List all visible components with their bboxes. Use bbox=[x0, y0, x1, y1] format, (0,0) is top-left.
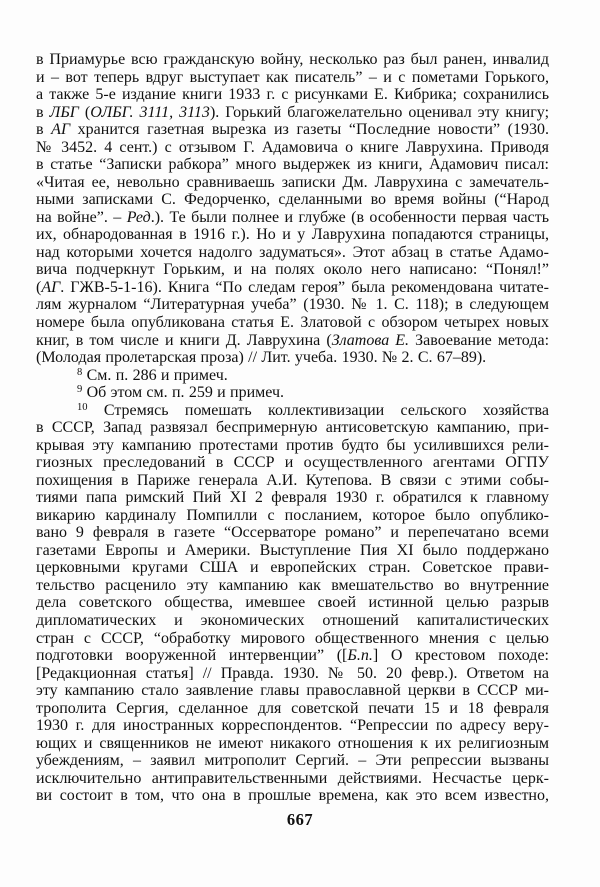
text-line: лям журналом “Литературная учеба” (1930. № 1. С. 118); в следующем bbox=[36, 296, 549, 314]
text-block bbox=[36, 51, 549, 805]
text-line: «Читая ее, невольно сравниваешь записки Дм. Лаврухина с замечатель- bbox=[36, 173, 549, 191]
text-line: газетами Европы и Америки. Выступление Пия XI было поддержано bbox=[36, 541, 549, 559]
text-line: ющих и священников не имеют никакого отношения к их религиозным bbox=[36, 734, 549, 752]
text-line: в статье “Записки рабкора” много выдержек из книги, Адамович писал: bbox=[36, 156, 549, 174]
text-line: трополита Сергия, сделанное для советской печати 15 и 18 февраля bbox=[36, 699, 549, 717]
text-line: номере была опубликована статья Е. Златовой с обзором четырех новых bbox=[36, 313, 549, 331]
text-line: тиями папа римский Пий XI 2 февраля 1930 г. обратился к главному bbox=[36, 489, 549, 507]
page-number: 667 bbox=[286, 810, 314, 829]
text-line: похищения в Париже генерала А.И. Кутепова. В связи с этими собы- bbox=[36, 471, 549, 489]
text-line: исключительно антиправительственными действиями. Несчастье церк- bbox=[36, 769, 549, 787]
paragraph-footnote-8 bbox=[36, 367, 549, 385]
text-line: книг, в том числе и книги Д. Лаврухина (Златова Е. Завоевание метода: bbox=[36, 331, 550, 349]
text-line: стран с СССР, “обработку мирового общественного мнения с целью bbox=[36, 629, 549, 647]
paragraph-footnote-continuation bbox=[36, 51, 549, 367]
text-line: в СССР, Запад развязал беспримерную антисоветскую кампанию, при- bbox=[36, 419, 549, 437]
text-line: в АГ хранится газетная вырезка из газеты “Последние новости” (1930. bbox=[36, 121, 550, 139]
text-line: вича подчеркнут Горьким, и на полях около него написано: “Понял!” bbox=[36, 261, 549, 279]
text-line: их, обнародованная в 1916 г.). Но и у Лаврухина попадаются страницы, bbox=[36, 226, 549, 244]
text-line: викарию кардиналу Помпилли с посланием, которое было опублико- bbox=[36, 506, 549, 524]
text-line: а также 5-е издание книги 1933 г. с рисунками Е. Кибрика; сохранились bbox=[36, 86, 549, 104]
text-line: дела советского общества, имевшее своей истинной целью разрыв bbox=[36, 594, 549, 612]
text-line: убеждениям, – заявил митрополит Сергий. – Эти репрессии вызваны bbox=[36, 752, 549, 770]
text-line: № 3452. 4 сент.) с отзывом Г. Адамовича о книге Лаврухина. Приводя bbox=[36, 138, 549, 156]
text-line: дипломатических и экономических отношений капиталистических bbox=[36, 612, 549, 629]
text-line: эту кампанию стало заявление главы православной церкви в СССР ми- bbox=[36, 682, 549, 700]
text-line: подготовки вооруженной интервенции” ([Б.п.] О крестовом походе: bbox=[36, 647, 549, 665]
text-line: в Приамурье всю гражданскую войну, несколько раз был ранен, инвалид bbox=[36, 51, 549, 68]
text-line: вано 9 февраля в газете “Оссерваторе романо” и перепечатано всеми bbox=[36, 524, 549, 542]
text-line: $^{10}$ Стремясь помешать коллективизации сельского хозяйства bbox=[77, 401, 549, 419]
text-line: 1930 г. для иностранных корреспондентов. “Репрессии по адресу веру- bbox=[36, 717, 549, 735]
text-line: $^8$ См. п. 286 и примеч. bbox=[77, 366, 228, 384]
text-line: ви состоит в том, что она в прошлые времена, как это всем известно, bbox=[36, 787, 549, 805]
paragraph-footnote-10 bbox=[36, 402, 549, 805]
text-line: (АГ. ГЖВ-5-1-16). Книга “По следам героя” была рекомендована читате- bbox=[36, 278, 549, 296]
text-line: [Редакционная статья] // Правда. 1930. № 50. 20 февр.). Ответом на bbox=[36, 664, 549, 682]
text-line: над которыми хочется надолго задуматься». Этот абзац в статье Адамо- bbox=[36, 243, 549, 261]
text-line: крывая эту кампанию протестами против будто бы усилившихся рели- bbox=[36, 436, 549, 454]
paragraph-footnote-9 bbox=[36, 384, 549, 402]
text-line: гиозных преследований в СССР и осуществленного агентами ОГПУ bbox=[36, 454, 549, 472]
text-line: и – вот теперь вдруг выступает как писатель” – и с пометами Горького, bbox=[36, 68, 549, 86]
text-line: церковными кругами США и европейских стран. Советское прави- bbox=[36, 559, 549, 577]
text-line: в ЛБГ (ОЛБГ. 3111, 3113). Горький благожелательно оценивал эту книгу; bbox=[36, 103, 550, 121]
text-line: $^9$ Об этом см. п. 259 и примеч. bbox=[77, 384, 285, 402]
text-line: на войне”. – Ред.). Те были полнее и глубже (в особенности первая часть bbox=[36, 208, 549, 226]
text-line: ными записками С. Федорченко, сделанными во время войны (“Народ bbox=[36, 191, 549, 209]
text-line: тельство расценило эту кампанию как вмешательство во внутренние bbox=[36, 576, 549, 594]
text-line: (Молодая пролетарская проза) // Лит. учеба. 1930. № 2. С. 67–89). bbox=[36, 349, 487, 367]
